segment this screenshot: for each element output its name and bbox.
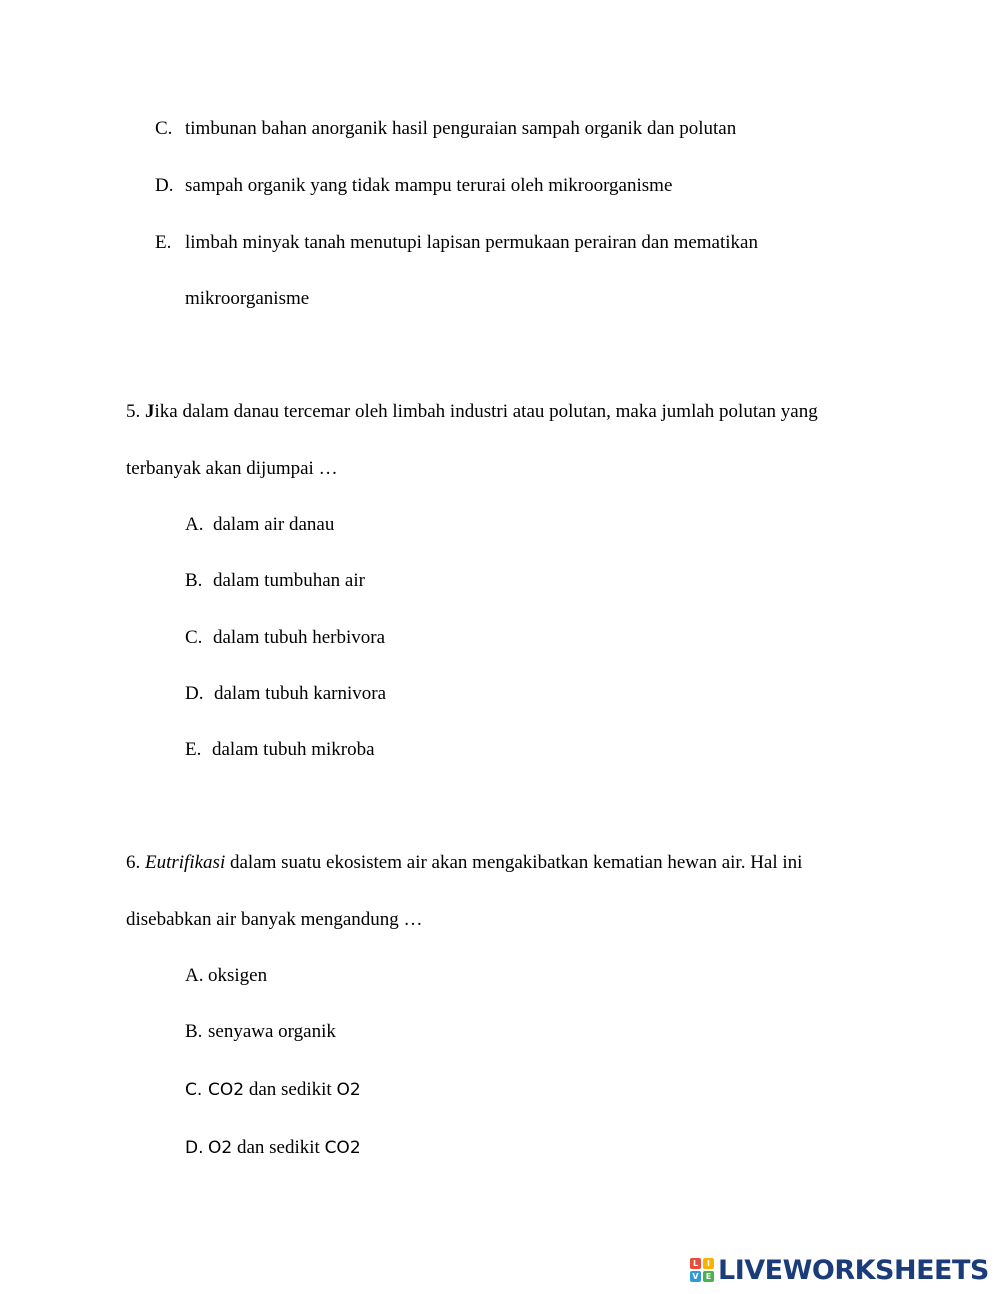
option-letter: C. <box>155 118 173 139</box>
question-italic-term: Eutrifikasi <box>145 852 226 873</box>
chem-formula-co2: CO2 <box>324 1138 361 1158</box>
q6-question-line2: disebabkan air banyak mengandung … <box>126 909 423 930</box>
q4-option-e <box>155 232 758 254</box>
option-letter: D. <box>185 683 204 704</box>
option-text: timbunan bahan anorganik hasil penguraian sampah organik dan polutan <box>185 118 737 139</box>
logo-tile: L <box>690 1258 701 1269</box>
logo-tile: I <box>703 1258 714 1269</box>
q4-option-c <box>155 118 736 140</box>
q5-option-e <box>185 739 375 761</box>
option-letter: C. <box>185 627 203 648</box>
q5-option-c <box>185 627 385 649</box>
q6-option-a <box>185 965 267 987</box>
option-letter: E. <box>185 739 202 760</box>
liveworksheets-logo <box>690 1255 989 1285</box>
option-text: dalam tumbuhan air <box>213 570 365 591</box>
option-text: dan sedikit <box>232 1137 325 1158</box>
q6-option-b <box>185 1021 336 1043</box>
q5-option-a <box>185 514 334 536</box>
q6-option-d <box>185 1137 361 1159</box>
option-letter: A. <box>185 965 204 986</box>
option-text: dalam tubuh herbivora <box>213 627 386 648</box>
option-letter: D. <box>155 175 174 196</box>
option-letter: B. <box>185 1021 203 1042</box>
question-text: dalam suatu ekosistem air akan mengakibatkan kematian hewan air. Hal ini <box>225 852 803 873</box>
option-letter: A. <box>185 514 204 535</box>
option-letter: D. <box>185 1138 204 1158</box>
q6-question-line1 <box>126 852 802 874</box>
option-text: dan sedikit <box>244 1079 337 1100</box>
logo-tile: E <box>703 1271 714 1282</box>
q5-option-d <box>185 683 386 705</box>
chem-formula-co2: CO2 <box>208 1080 245 1100</box>
question-text: ika dalam danau tercemar oleh limbah industri atau polutan, maka jumlah polutan yang <box>154 401 818 422</box>
chem-formula-o2: O2 <box>336 1080 361 1100</box>
option-text: limbah minyak tanah menutupi lapisan permukaan perairan dan mematikan <box>185 232 758 253</box>
option-text: dalam tubuh karnivora <box>214 683 387 704</box>
option-text: dalam air danau <box>213 514 335 535</box>
q5-question-line2: terbanyak akan dijumpai … <box>126 458 338 479</box>
option-letter: B. <box>185 570 203 591</box>
q6-option-c <box>185 1079 361 1101</box>
logo-grid-icon <box>690 1258 714 1282</box>
q4-option-d <box>155 175 672 197</box>
q5-question-line1 <box>126 401 818 423</box>
question-number: 6. <box>126 852 141 873</box>
option-letter: C. <box>185 1080 203 1100</box>
option-text: oksigen <box>208 965 268 986</box>
option-letter: E. <box>155 232 172 253</box>
question-number: 5. <box>126 401 141 422</box>
option-text: senyawa organik <box>208 1021 336 1042</box>
option-text: dalam tubuh mikroba <box>212 739 375 760</box>
question-first-letter: J <box>145 401 155 422</box>
logo-tile: V <box>690 1271 701 1282</box>
q4-option-e-continuation: mikroorganisme <box>185 288 310 309</box>
q5-option-b <box>185 570 365 592</box>
logo-text: LIVEWORKSHEETS <box>718 1254 989 1286</box>
option-text: sampah organik yang tidak mampu terurai oleh mikroorganisme <box>185 175 673 196</box>
chem-formula-o2: O2 <box>208 1138 233 1158</box>
